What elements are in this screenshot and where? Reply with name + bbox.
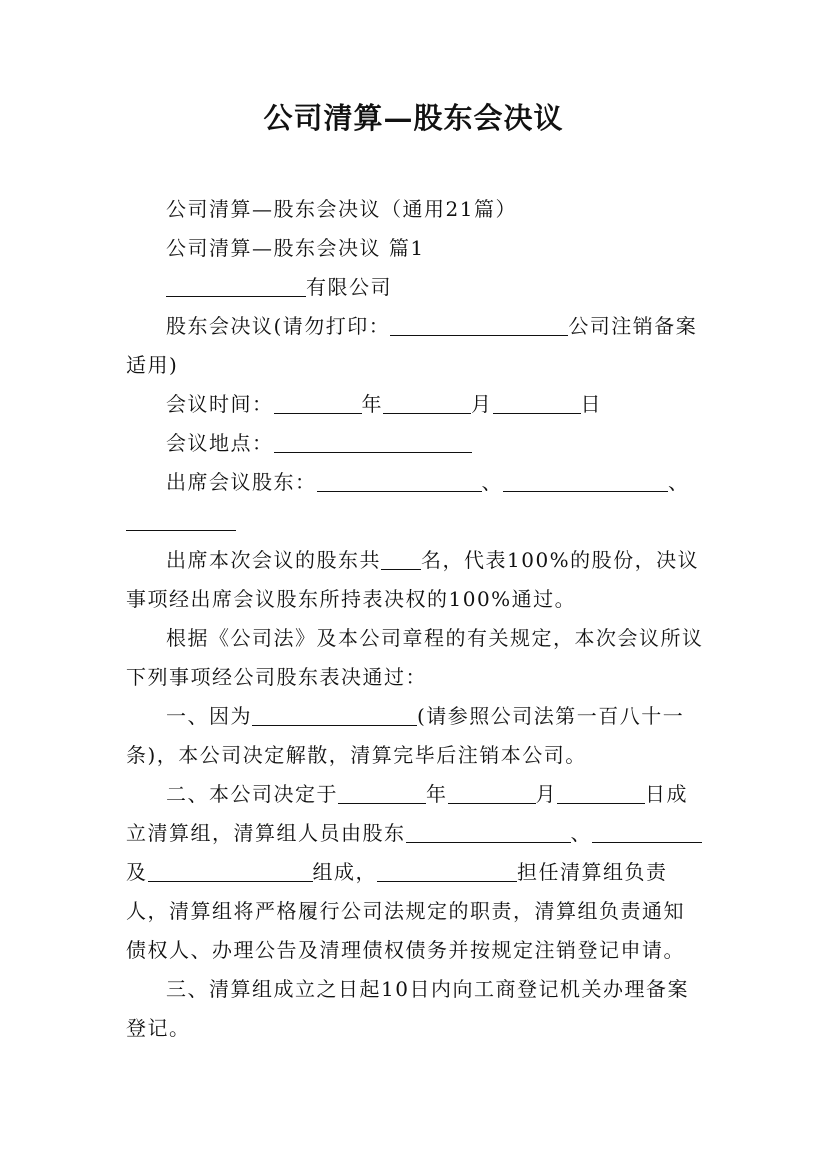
paragraph-section-heading [126, 229, 706, 268]
shareholder-blank-3 [126, 508, 236, 531]
place-blank [274, 430, 472, 453]
document-title: 公司清算—股东会决议 [263, 101, 564, 135]
item-2-separator: 、 [570, 821, 592, 845]
paragraph-item-1 [126, 697, 706, 775]
year-blank [274, 391, 362, 414]
paragraph-legal-basis [126, 619, 706, 697]
item-2-suffix: 担任清算组负责人，清算组将严格履行公司法规定的职责，清算组负责通知债权人、办理公告及清理债权债务并按规定注销登记申请。 [126, 860, 685, 962]
item-2-prefix: 二、本公司决定于 [166, 782, 338, 806]
paragraph-item-2 [126, 775, 706, 970]
paragraph-meeting-place [126, 424, 706, 463]
resolution-header-suffix: 公司注销备案适用) [126, 314, 698, 377]
paragraph-item-3 [126, 970, 706, 1048]
subtitle-text: 公司清算—股东会决议（通用21篇） [166, 197, 517, 221]
attendance-suffix: 名，代表100%的股份，决议事项经出席会议股东所持表决权的100%通过。 [126, 548, 700, 611]
resolution-header-prefix: 股东会决议(请勿打印： [166, 314, 391, 338]
leader-blank [377, 859, 517, 882]
item-3-text: 三、清算组成立之日起10日内向工商登记机关办理备案登记。 [126, 977, 689, 1040]
item-1-suffix: (请参照公司法第一百八十一条)，本公司决定解散，清算完毕后注销本公司。 [126, 704, 685, 767]
paragraph-meeting-time [126, 385, 706, 424]
paragraph-subtitle [126, 190, 706, 229]
item-2-month-label: 月 [535, 782, 557, 806]
item-2-day-blank [557, 781, 645, 804]
count-blank [381, 547, 421, 570]
member-blank-1 [406, 820, 571, 843]
paragraph-attending-shareholders [126, 463, 706, 541]
day-label: 日 [580, 392, 602, 416]
company-blank [390, 313, 568, 336]
item-2-month-blank [448, 781, 536, 804]
separator-1: 、 [481, 470, 503, 494]
shareholder-blank-1 [317, 469, 482, 492]
document-body [126, 190, 706, 1048]
item-2-year-blank [338, 781, 426, 804]
separator-2: 、 [668, 470, 690, 494]
company-name-blank [166, 274, 306, 297]
attendance-prefix: 出席本次会议的股东共 [166, 548, 381, 572]
item-2-year-label: 年 [426, 782, 448, 806]
member-blank-3 [148, 859, 313, 882]
item-2-middle: 日成立清算组，清算组人员由股东 [126, 782, 688, 845]
shareholder-blank-2 [503, 469, 668, 492]
month-label: 月 [471, 392, 493, 416]
paragraph-company-name [126, 268, 706, 307]
legal-basis-text: 根据《公司法》及本公司章程的有关规定，本次会议所议下列事项经公司股东表决通过： [126, 626, 704, 689]
paragraph-resolution-header [126, 307, 706, 385]
month-blank [383, 391, 471, 414]
item-1-prefix: 一、因为 [166, 704, 252, 728]
company-suffix-text: 有限公司 [306, 275, 392, 299]
attending-shareholders-label: 出席会议股东： [166, 470, 317, 494]
reason-blank [252, 703, 417, 726]
year-label: 年 [361, 392, 383, 416]
meeting-place-label: 会议地点： [166, 431, 274, 455]
section-heading-text: 公司清算—股东会决议 篇1 [166, 236, 425, 260]
paragraph-attendance [126, 541, 706, 619]
item-2-and: 及 [126, 860, 148, 884]
day-blank [493, 391, 581, 414]
member-blank-2 [592, 820, 702, 843]
meeting-time-label: 会议时间： [166, 392, 274, 416]
item-2-formed: 组成， [312, 860, 377, 884]
